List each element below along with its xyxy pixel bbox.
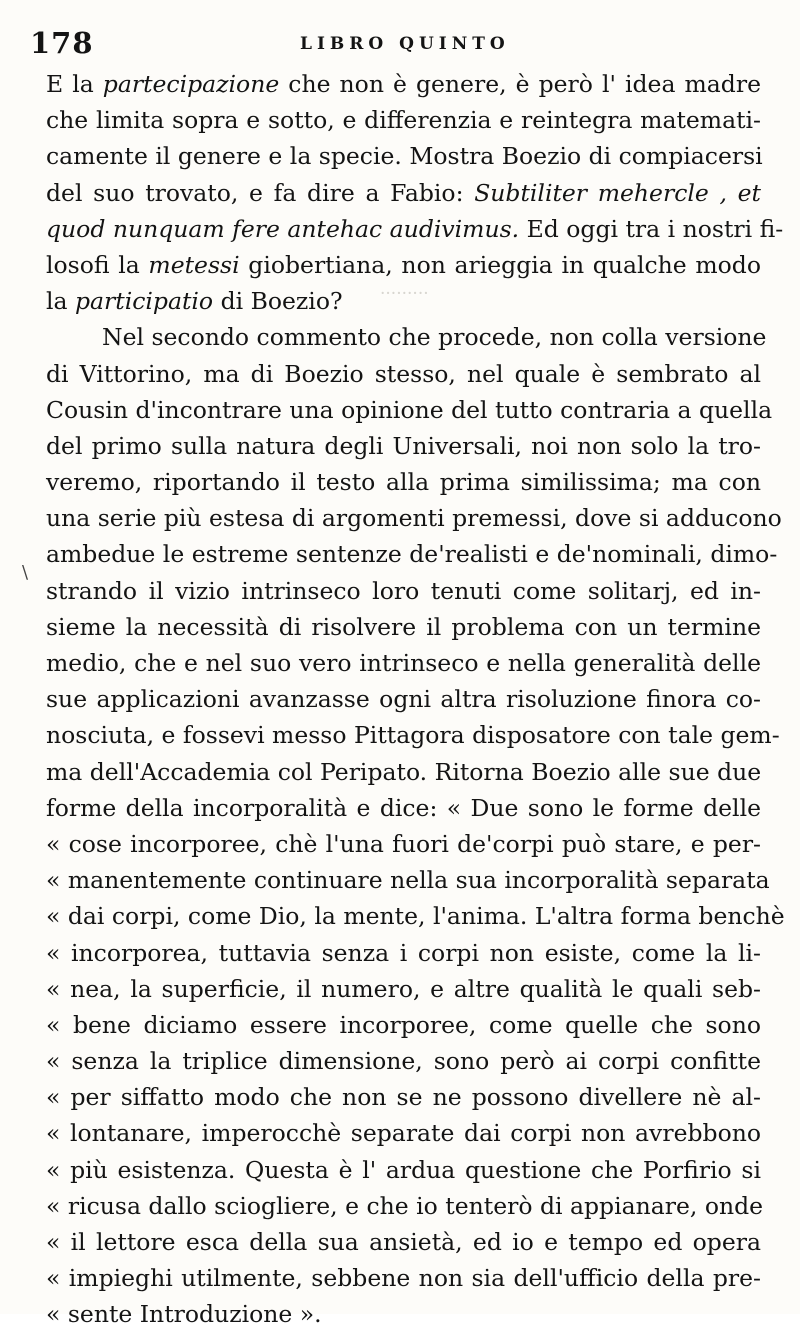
text-line: « nea, la superficie, il numero, e altre qualità le quali seb- bbox=[46, 974, 761, 1003]
text-line: una serie più estesa di argomenti premessi, dove si adducono bbox=[46, 504, 782, 533]
text-line: « ricusa dallo sciogliere, e che io tenterò di appianare, onde bbox=[46, 1191, 764, 1220]
text-line: del suo trovato, e fa dire a Fabio: Subtiliter mehercle , et bbox=[46, 178, 761, 207]
text-line: forme della incorporalità e dice: « Due sono le forme delle bbox=[46, 793, 761, 822]
text-line: ambedue le estreme sentenze de'realisti e de'nominali, dimo- bbox=[46, 540, 778, 569]
italic-term: metessi bbox=[148, 250, 240, 279]
text-line: camente il genere e la specie. Mostra Boezio di compiacersi bbox=[46, 142, 763, 171]
text-line: veremo, riportando il testo alla prima similissima; ma con bbox=[46, 468, 761, 497]
text-line: sieme la necessità di risolvere il problema con un termine bbox=[46, 612, 761, 641]
margin-mark: \ bbox=[22, 562, 29, 583]
text-line: del primo sulla natura degli Universali, noi non solo la tro- bbox=[46, 431, 761, 460]
text-line: « lontanare, imperocchè separate dai corpi non avrebbono bbox=[46, 1119, 761, 1148]
text-line: Nel secondo commento che procede, non colla versione bbox=[102, 323, 767, 352]
text-line: « più esistenza. Questa è l' ardua questione che Porfirio si bbox=[46, 1155, 761, 1184]
text-line: Cousin d'incontrare una opinione del tutto contraria a quella bbox=[46, 395, 773, 424]
italic-quote: Subtiliter mehercle , et bbox=[474, 178, 761, 207]
text-line: « sente Introduzione ». bbox=[46, 1300, 322, 1329]
italic-quote: quod nunquam fere antehac audivimus. bbox=[46, 214, 520, 243]
text-line: « impieghi utilmente, sebbene non sia dell'ufficio della pre- bbox=[46, 1264, 761, 1293]
text-line: « per siffatto modo che non se ne possono divellere nè al- bbox=[46, 1083, 761, 1112]
text-line: ma dell'Accademia col Peripato. Ritorna Boezio alle sue due bbox=[46, 757, 762, 786]
bleed-through-text: ········· bbox=[380, 284, 429, 304]
text-line: losofi la metessi giobertiana, non arieggia in qualche modo bbox=[46, 250, 761, 279]
text-line: « senza la triplice dimensione, sono però ai corpi confitte bbox=[46, 1047, 761, 1076]
text-line: medio, che e nel suo vero intrinseco e nella generalità delle bbox=[46, 649, 761, 677]
text-line: « cose incorporee, chè l'una fuori de'corpi può stare, e per- bbox=[46, 829, 761, 858]
running-head: LIBRO QUINTO bbox=[300, 34, 510, 54]
text-line: « dai corpi, come Dio, la mente, l'anima. L'altra forma benchè bbox=[46, 902, 785, 931]
italic-term: participatio bbox=[75, 287, 214, 316]
page-number: 178 bbox=[30, 26, 94, 60]
text-line: « incorporea, tuttavia senza i corpi non esiste, come la li- bbox=[46, 938, 761, 967]
text-line: nosciuta, e fossevi messo Pittagora disposatore con tale gem- bbox=[46, 721, 780, 750]
text-line: di Vittorino, ma di Boezio stesso, nel quale è sembrato al bbox=[46, 359, 761, 388]
text-line: « il lettore esca della sua ansietà, ed io e tempo ed opera bbox=[46, 1228, 761, 1256]
text-line: strando il vizio intrinseco loro tenuti come solitarj, ed in- bbox=[46, 576, 761, 605]
text-line: « manentemente continuare nella sua incorporalità separata bbox=[46, 866, 770, 895]
text-line: sue applicazioni avanzasse ogni altra risoluzione finora co- bbox=[46, 685, 761, 714]
italic-term: partecipazione bbox=[102, 70, 280, 98]
text-line: E la partecipazione che non è genere, è però l' idea madre bbox=[46, 70, 761, 98]
text-line: che limita sopra e sotto, e differenzia e reintegra matemati- bbox=[46, 106, 761, 135]
text-line: quod nunquam fere antehac audivimus. Ed oggi tra i nostri fi- bbox=[46, 214, 784, 243]
text-line: « bene diciamo essere incorporee, come quelle che sono bbox=[46, 1010, 761, 1039]
body-text bbox=[46, 66, 785, 1333]
page-header bbox=[30, 26, 770, 66]
text-line: la participatio di Boezio? bbox=[46, 287, 343, 316]
